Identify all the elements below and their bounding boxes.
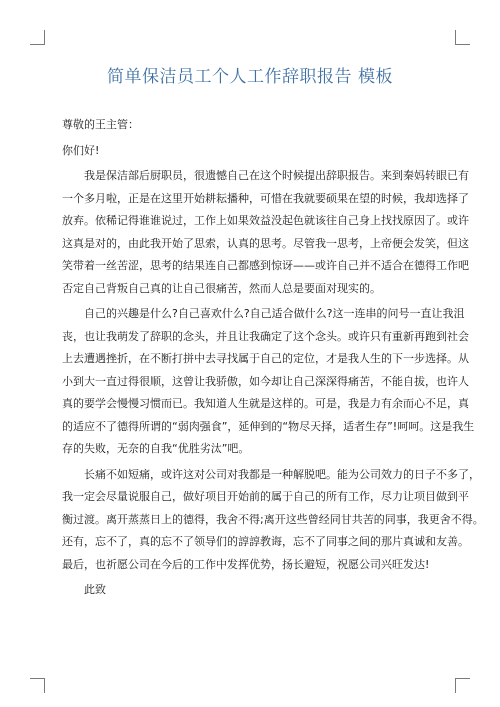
paragraph-line: 衡过渡。离开蒸蒸日上的德得，我舍不得;离开这些曾经同甘共苦的同事，我更舍不得。 [62,512,484,526]
paragraph-line: 的适应不了德得所谓的“弱肉强食”，延伸到的“物尽天择，适者生存”!呵呵。这是我生 [62,419,475,433]
greeting: 你们好! [62,143,100,157]
paragraph-line: 否定自己背叛自己真的让自己很痛苦，然而人总是要面对现实的。 [62,281,381,295]
paragraph-line: 小到大一直过得很顺，这曾让我骄傲，如今却让自己深深得痛苦，不能自拔，也许人 [62,374,469,388]
paragraph-line: 一个多月啦，正是在这里开始耕耘播种，可惜在我就要硕果在望的时候，我却选择了 [62,191,469,205]
paragraph-line: 这真是对的，由此我开始了思索，认真的思考。尽管我一思考，上帝便会发笑，但这 [62,236,469,250]
paragraph-line: 最后，也祈愿公司在今后的工作中发挥优势，扬长避短，祝愿公司兴旺发达! [62,557,430,571]
paragraph-2 [62,303,475,461]
crop-mark-bottom-left [30,678,45,693]
salutation: 尊敬的王主管： [62,118,139,131]
paragraph-line: 我是保洁部后厨职员，很遗憾自己在这个时候提出辞职报告。来到秦妈转眼已有 [84,169,469,182]
document-title: 简单保洁员工个人工作辞职报告 模板 [107,67,393,87]
paragraph-line: 真的要学会慢慢习惯而已。我知道人生就是这样的。可是，我是力有余而心不足，真 [62,397,469,410]
paragraph-line: 丧，也让我萌发了辞职的念头，并且让我确定了这个念头。或许只有重新再跑到社会 [62,329,469,343]
paragraph-line: 我一定会尽量说服自己，做好项目开始前的属于自己的所有工作，尽力让项目做到平 [62,490,469,503]
paragraph-line: 自己的兴趣是什么?自己喜欢什么?自己适合做什么?这一连串的问号一直让我沮 [84,307,465,320]
document-body [62,114,484,605]
paragraph-line: 笑带着一丝苦涩，思考的结果连自己都感到惊讶——或许自己并不适合在德得工作吧 [62,259,469,272]
paragraph-1 [62,165,469,300]
crop-mark-top-left [30,30,45,45]
closing: 此致 [84,583,106,596]
paragraph-3 [62,464,484,577]
paragraph-line: 长痛不如短痛，或许这对公司对我都是一种解脱吧。能为公司效力的日子不多了， [84,467,480,481]
paragraph-line: 存的失败，无奈的自我“优胜劣汰”吧。 [62,442,250,455]
crop-mark-top-right [455,30,470,45]
paragraph-line: 放弃。依稀记得谁谁说过，工作上如果效益没起色就该往自己身上找找原因了。或许 [62,214,469,227]
paragraph-line: 还有，忘不了，真的忘不了领导们的諄諄教诲，忘不了同事之间的那片真诚和友善。 [62,535,469,548]
crop-mark-bottom-right [455,678,470,693]
paragraph-line: 上去遭遇挫折，在不断打拼中去寻找属于自己的定位，才是我人生的下一步选择。从 [62,352,469,365]
